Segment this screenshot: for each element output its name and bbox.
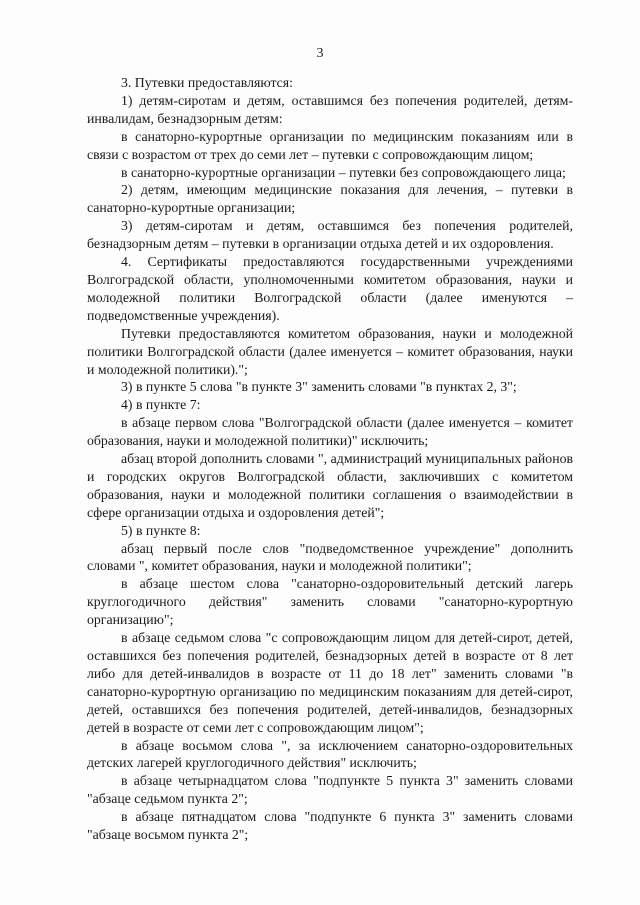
paragraph-point-8-eighth: в абзаце восьмом слова ", за исключением санаторно-оздоровительных детских лагерей круглогодичного действия" исключить; (87, 737, 573, 771)
paragraph-amend-point-7: 4) в пункте 7: (121, 397, 201, 413)
paragraph-point-8-first: абзац первый после слов "подведомственное учреждение" дополнить словами ", комитет образования, науки и молодежной политики"; (87, 540, 573, 574)
paragraph-sanatorium-without-escort: в санаторно-курортные организации – путевки без сопровождающего лица; (121, 164, 566, 180)
paragraph-point-8-fourteenth: в абзаце четырнадцатом слова "подпункте 5 пункта 3" заменить словами "абзаце седьмом пункта 2"; (87, 773, 573, 807)
page-number: 3 (316, 46, 324, 61)
document-body (87, 74, 573, 844)
paragraph-point-8-seventh: в абзаце седьмом слова "с сопровождающим лицом для детей-сирот, детей, оставшихся без попечения родителей, безнадзорных детей в возрасте от 8 лет либо для детей-инвалидов в возрасте от 11 до 18 лет" заменить словами "в санаторно-курортную организацию по медицинским показаниям для детей-сирот, детей, оставшихся без попечения родителей, детей-инвалидов, безнадзорных детей в возрасте от семи лет с сопровождающим лицом"; (87, 630, 573, 735)
paragraph-vouchers-committee: Путевки предоставляются комитетом образования, науки и молодежной политики Волгоградской области (далее именуется – комитет образования, науки и молодежной политики)."; (87, 325, 573, 377)
paragraph-point-7-first: в абзаце первом слова "Волгоградской области (далее именуется – комитет образования, науки и молодежной политики)" исключить; (87, 415, 573, 449)
paragraph-point-7-second: абзац второй дополнить словами ", администраций муниципальных районов и городских округов Волгоградской области, заключивших с комитетом образования, науки и молодежной политики соглашения о взаимодействии в сфере организации отдыха и оздоровления детей"; (87, 451, 573, 520)
paragraph-amend-point-8: 5) в пункте 8: (121, 522, 201, 538)
paragraph-item-1-orphans: 1) детям-сиротам и детям, оставшимся без попечения родителей, детям-инвалидам, безнадзорным детям: (87, 92, 573, 126)
paragraph-item-2-medical: 2) детям, имеющим медицинские показания для лечения, – путевки в санаторно-курортные организации; (87, 182, 573, 216)
paragraph-item-3-recreation: 3) детям-сиротам и детям, оставшимся без попечения родителей, безнадзорным детям – путевки в организации отдыха детей и их оздоровления. (87, 218, 573, 252)
paragraph-amend-point-5: 3) в пункте 5 слова "в пункте 3" заменить словами "в пунктах 2, 3"; (121, 379, 517, 395)
paragraph-point-8-fifteenth: в абзаце пятнадцатом слова "подпункте 6 пункта 3" заменить словами "абзаце восьмом пункта 2"; (87, 809, 573, 843)
paragraph-section-3-heading: 3. Путевки предоставляются: (121, 75, 293, 90)
paragraph-point-8-sixth: в абзаце шестом слова "санаторно-оздоровительный детский лагерь круглогодичного действия" заменить словами "санаторно-курортную организацию"; (87, 576, 573, 628)
paragraph-sanatorium-with-escort: в санаторно-курортные организации по медицинским показаниям или в связи с возрастом от трех до семи лет – путевки с сопровождающим лицом; (87, 128, 573, 162)
paragraph-section-4-certificates: 4. Сертификаты предоставляются государственными учреждениями Волгоградской области, уполномоченными комитетом образования, науки и молодежной политики Волгоградской области (далее именуются – подведомственные учреждения). (87, 254, 573, 323)
